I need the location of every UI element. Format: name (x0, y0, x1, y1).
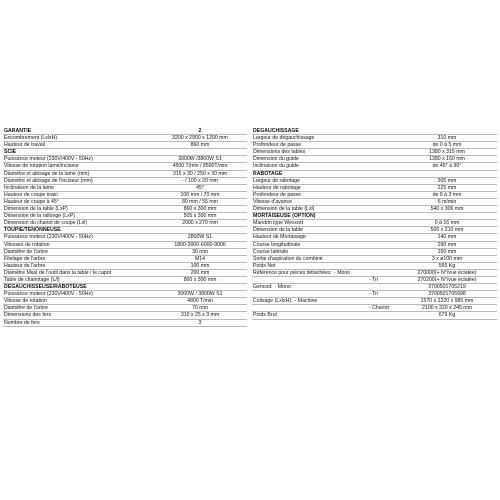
spec-row (3, 276, 247, 283)
spec-label: Dimension du guide (253, 156, 299, 163)
spec-value: 0 à 16 mm (397, 220, 497, 227)
spec-row (3, 262, 247, 269)
spec-label-cell (3, 319, 153, 326)
section-header-row (3, 227, 247, 234)
spec-row (3, 184, 247, 191)
spec-sublabel: - Mono (274, 284, 291, 291)
spec-label-cell (252, 298, 397, 305)
spec-row (252, 291, 497, 298)
spec-label-cell (252, 312, 397, 319)
spec-label-cell (252, 241, 397, 248)
spec-value: 305 mm (397, 177, 497, 184)
spec-label: Vitesse de rotation lame/inciseur (4, 163, 79, 170)
spec-row (3, 198, 247, 205)
spec-row (3, 156, 247, 163)
spec-label: Dimension de la table (253, 227, 303, 234)
spec-label-cell (3, 262, 153, 269)
spec-value (153, 284, 247, 291)
spec-label: Vitesses de rotation (4, 241, 50, 248)
spec-label-cell (3, 198, 153, 205)
spec-label-cell (3, 255, 153, 262)
spec-row (3, 135, 247, 142)
spec-value (397, 213, 497, 220)
spec-value: 80 mm / 55 mm (153, 198, 247, 205)
spec-value: 310 x 25 x 3 mm (153, 312, 247, 319)
spec-label-cell (3, 291, 153, 298)
spec-label-cell (3, 163, 153, 170)
spec-value (397, 170, 497, 177)
spec-label-cell (3, 220, 153, 227)
spec-label-cell (252, 262, 397, 269)
spec-sublabel: - Chariot (369, 305, 389, 312)
spec-row (3, 206, 247, 213)
spec-label: Hauteur de l'arbre (4, 262, 46, 269)
spec-label-cell (252, 135, 397, 142)
spec-label-cell (3, 305, 153, 312)
spec-label: Dimensions des tables (253, 149, 306, 156)
spec-value: de 45° à 90° (397, 163, 497, 170)
section-title: GARANTIE (4, 128, 32, 134)
spec-value: 1380 x 315 mm (397, 149, 497, 156)
spec-label-cell (3, 248, 153, 255)
spec-label: Dimension de la table (Lxl) (253, 206, 315, 213)
spec-value: 3200 x 2900 x 1200 mm (153, 135, 247, 142)
spec-value: 3700501705998 (397, 291, 497, 298)
spec-value: 2100 x 320 x 245 mm (397, 305, 497, 312)
spec-row (252, 298, 497, 305)
spec-label-cell (252, 177, 397, 184)
spec-label: Encombrement (LxlxH) (4, 135, 58, 142)
spec-label: Largeur de dégauchissage (253, 135, 315, 142)
spec-label-cell (3, 170, 153, 177)
spec-row (3, 255, 247, 262)
spec-value (153, 227, 247, 234)
spec-sublabel: - Mono (334, 269, 351, 276)
spec-row (3, 241, 247, 248)
spec-row (3, 213, 247, 220)
spec-value: 2000 x 270 mm (153, 220, 247, 227)
spec-label: Nombre de fers (4, 319, 40, 326)
spec-row (252, 156, 497, 163)
spec-label-cell (3, 149, 153, 156)
spec-label-cell (252, 276, 397, 283)
spec-label: Vitesse d'avance (253, 198, 292, 205)
spec-sheet (3, 128, 497, 373)
spec-label-cell (252, 291, 397, 298)
spec-label: Dimension du chariot de coupe (Lxl) (4, 220, 88, 227)
spec-row (3, 234, 247, 241)
spec-value: 270200(+ N°/vue éclatée) (397, 276, 497, 283)
spec-value: de 0 à 3 mm (397, 191, 497, 198)
spec-value: 540 x 306 mm (397, 206, 497, 213)
spec-label-cell (252, 198, 397, 205)
spec-value: 3 x ø100 mm (397, 255, 497, 262)
spec-value: 225 mm (397, 184, 497, 191)
spec-row (252, 312, 497, 319)
spec-value: 6 m/min (397, 198, 497, 205)
spec-label-cell (3, 206, 153, 213)
spec-value: 30 mm (153, 248, 247, 255)
spec-value: 315 x 30 / 250 x 30 mm (153, 170, 247, 177)
spec-row (252, 248, 497, 255)
spec-value: 3000W / 3800W S1 (153, 291, 247, 298)
section-header-row (3, 149, 247, 156)
spec-value: 70 mm (153, 305, 247, 312)
spec-value: 310 mm (397, 135, 497, 142)
spec-label-cell (3, 241, 153, 248)
spec-label-cell (3, 184, 153, 191)
spec-value: 270000(+ N°/vue éclatée) (397, 269, 497, 276)
spec-label: Colisage (LxlxH): (253, 298, 293, 305)
spec-value: 100 mm (153, 262, 247, 269)
spec-row (3, 191, 247, 198)
spec-value: 3 (153, 319, 247, 326)
spec-label: Diamètre de l'arbre (4, 305, 48, 312)
spec-row (252, 198, 497, 205)
spec-row (252, 269, 497, 276)
spec-row (252, 177, 497, 184)
spec-label-cell (252, 156, 397, 163)
spec-value: 500 x 210 mm (397, 227, 497, 234)
spec-row (3, 177, 247, 184)
spec-label-cell (3, 213, 153, 220)
spec-value: 1570 x 1220 x 985 mm (397, 298, 497, 305)
spec-row (3, 163, 247, 170)
spec-value: 3000W /3800W S1 (153, 156, 247, 163)
section-title: DÉGAUCHISSAGE (253, 128, 299, 134)
spec-row (252, 262, 497, 269)
spec-label-cell (252, 234, 397, 241)
spec-value: 860 x 300 mm (153, 276, 247, 283)
spec-label-cell (252, 191, 397, 198)
section-header-row (252, 128, 497, 135)
spec-label: Largeur de rabotage (253, 177, 301, 184)
spec-label: Sortie d'aspiration du combiné (253, 255, 323, 262)
spec-row (3, 269, 247, 276)
spec-label-cell (3, 177, 153, 184)
spec-label: Poids Brut (253, 312, 277, 319)
spec-label-cell (252, 227, 397, 234)
spec-label-cell (3, 156, 153, 163)
spec-label-cell (3, 276, 153, 283)
spec-row (252, 234, 497, 241)
spec-label: Dimension de la rallonge (LxP) (4, 213, 75, 220)
spec-label: Diamètre et alésage de la lame (mm) (4, 170, 90, 177)
spec-table-left (3, 128, 247, 327)
section-title: MORTAISEUSE (OPTION) (253, 213, 316, 220)
spec-row (252, 220, 497, 227)
spec-label: Course latérale (253, 248, 289, 255)
spec-row (252, 255, 497, 262)
spec-row (3, 298, 247, 305)
spec-row (252, 305, 497, 312)
spec-label-cell (252, 213, 397, 220)
spec-row (3, 220, 247, 227)
spec-label: Course longitudinale (253, 241, 301, 248)
section-title: SCIE (4, 149, 17, 156)
spec-label: Table de chariotage (L/l) (4, 276, 60, 283)
spec-label-cell (252, 163, 397, 170)
spec-label: Mandrin type Wescott (253, 220, 304, 227)
spec-row (3, 291, 247, 298)
spec-label: Profondeur de passe (253, 142, 302, 149)
spec-value: - / 100 x 20 mm (153, 177, 247, 184)
spec-label-cell (252, 269, 397, 276)
spec-label: Puissance moteur (230V/400V - 50Hz) (4, 234, 93, 241)
spec-label-cell (3, 142, 153, 149)
spec-value: 505 x 300 mm (153, 213, 247, 220)
spec-label-cell (252, 170, 397, 177)
spec-label-cell (252, 284, 397, 291)
section-header-row (3, 128, 247, 135)
spec-label: Inclinaison de la lame (4, 184, 54, 191)
spec-label: Diamètre de l'arbre (4, 248, 48, 255)
spec-row (252, 276, 497, 283)
spec-label: Hauteur de travail (4, 142, 45, 149)
spec-label-cell (3, 312, 153, 319)
spec-label-cell (252, 248, 397, 255)
spec-label-cell (3, 227, 153, 234)
section-title: TOUPIE/TENONNEUSE (4, 227, 61, 234)
spec-value: de 0 à 5 mm (397, 142, 497, 149)
spec-value: 45° (153, 184, 247, 191)
spec-row (252, 163, 497, 170)
spec-value: 290 mm (397, 241, 497, 248)
spec-value: 4800 T/min (153, 298, 247, 305)
spec-row (3, 305, 247, 312)
spec-label-cell (252, 220, 397, 227)
spec-value: 2 (153, 128, 247, 135)
spec-value: 100 mm / 70 mm (153, 191, 247, 198)
spec-label-cell (3, 284, 153, 291)
spec-row (252, 284, 497, 291)
spec-label: Hauteur de Mortaisage (253, 234, 306, 241)
spec-label: Inclinaison du guide (253, 163, 299, 170)
spec-value (153, 149, 247, 156)
spec-label: Diamètre et alésage de l'inciseur (mm) (4, 177, 93, 184)
spec-row (252, 135, 497, 142)
section-header-row (252, 213, 497, 220)
spec-value: 3700501705219 (397, 284, 497, 291)
spec-value: 200 mm (153, 269, 247, 276)
spec-label: Dimensions des fers (4, 312, 51, 319)
spec-value (397, 128, 497, 135)
spec-label-cell (3, 135, 153, 142)
spec-value: 1380 x 150 mm (397, 156, 497, 163)
spec-sublabel: - Tri (369, 291, 378, 298)
spec-value: 679 Kg (397, 312, 497, 319)
spec-row (252, 142, 497, 149)
spec-table-right (252, 128, 497, 320)
spec-row (252, 191, 497, 198)
section-header-row (252, 170, 497, 177)
spec-value: 860 mm (153, 142, 247, 149)
spec-label-cell (252, 184, 397, 191)
spec-label-cell (252, 206, 397, 213)
spec-value: 4500 T/min / 8500T/min (153, 163, 247, 170)
spec-value: M14 (153, 255, 247, 262)
spec-label-cell (252, 142, 397, 149)
spec-value: 2800W S1 (153, 234, 247, 241)
spec-label-cell (3, 191, 153, 198)
spec-row (252, 241, 497, 248)
spec-value: 150 mm (397, 248, 497, 255)
section-title: RABOTAGE (253, 170, 283, 177)
spec-sublabel: - Machine (294, 298, 318, 305)
spec-label: Dimension de la table (LxP) (4, 206, 68, 213)
spec-label: Poids Net (253, 262, 276, 269)
spec-row (252, 184, 497, 191)
spec-label: Référence pour pièces détachées: (253, 269, 333, 276)
spec-value: 1800-3000-6000-9000 (153, 241, 247, 248)
spec-row (252, 149, 497, 156)
spec-row (252, 206, 497, 213)
spec-sublabel: - Tri (369, 276, 378, 283)
spec-label-cell (252, 305, 397, 312)
spec-label: Filetage de l'arbre (4, 255, 46, 262)
spec-row (3, 142, 247, 149)
spec-label: Diamètre Maxi de l'outil dans la table / le capot (4, 269, 112, 276)
spec-label: Puissance moteur (230V/400V - 50Hz) (4, 156, 93, 163)
spec-value: 860 x 300 mm (153, 206, 247, 213)
spec-row (3, 319, 247, 326)
spec-row (3, 170, 247, 177)
spec-value: 565 Kg (397, 262, 497, 269)
spec-row (3, 312, 247, 319)
spec-row (252, 227, 497, 234)
spec-value: 140 mm (397, 234, 497, 241)
spec-row (3, 248, 247, 255)
spec-label-cell (252, 255, 397, 262)
section-header-row (3, 284, 247, 291)
spec-label: Hauteur de coupe à 45° (4, 198, 59, 205)
spec-label-cell (252, 128, 397, 135)
section-title: DÉGAUCHISSEUSE/RABOTEUSE (4, 284, 87, 291)
spec-label-cell (252, 149, 397, 156)
spec-label: Hauteur de coupe maxi (4, 191, 58, 198)
spec-label: Profondeur de passe (253, 191, 302, 198)
spec-label-cell (3, 234, 153, 241)
spec-label: Vitesse de rotation (4, 298, 47, 305)
spec-label: Hauteur de rabotage (253, 184, 301, 191)
spec-label: Gencod: (253, 284, 273, 291)
spec-label-cell (3, 128, 153, 135)
spec-label-cell (3, 298, 153, 305)
spec-label: Puissance moteur (230V/400V - 50Hz) (4, 291, 93, 298)
spec-label-cell (3, 269, 153, 276)
